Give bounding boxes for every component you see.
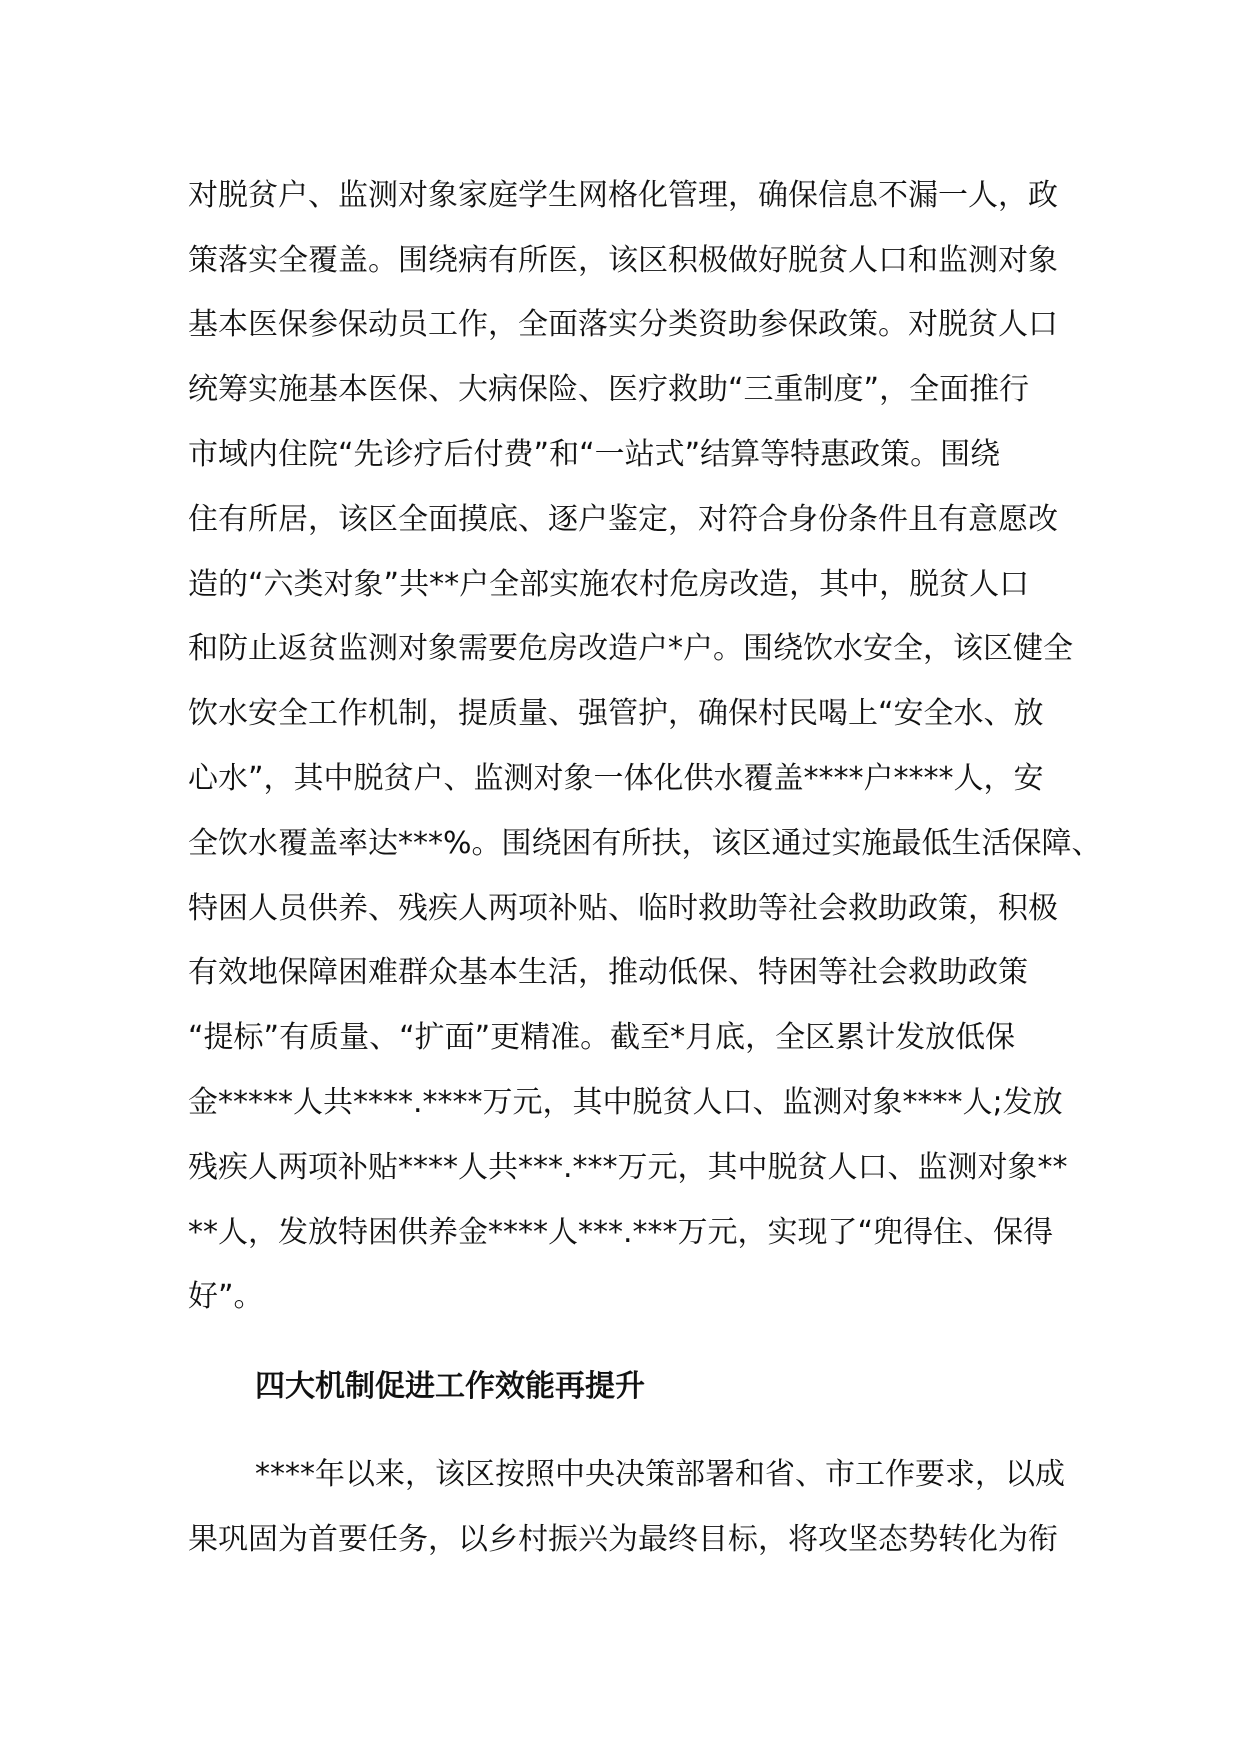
paragraph-line: 全饮水覆盖率达***%。围绕困有所扶，该区通过实施最低生活保障、: [188, 826, 1102, 861]
paragraph-line: ****年以来，该区按照中央决策部署和省、市工作要求，以成: [255, 1457, 1065, 1492]
paragraph-line: 好”。: [188, 1279, 264, 1314]
paragraph-line: 有效地保障困难群众基本生活，推动低保、特困等社会救助政策: [188, 955, 1028, 990]
paragraph-line: 和防止返贫监测对象需要危房改造户*户。围绕饮水安全，该区健全: [188, 631, 1073, 666]
paragraph-line: 对脱贫户、监测对象家庭学生网格化管理，确保信息不漏一人，政: [188, 178, 1058, 213]
paragraph-line: 金*****人共****.****万元，其中脱贫人口、监测对象****人;发放: [188, 1085, 1063, 1120]
paragraph-line: 饮水安全工作机制，提质量、强管护，确保村民喝上“安全水、放: [188, 696, 1044, 731]
paragraph-line: 造的“六类对象”共**户全部实施农村危房改造，其中，脱贫人口: [188, 567, 1030, 602]
paragraph-line: 市域内住院“先诊疗后付费”和“一站式”结算等特惠政策。围绕: [188, 437, 1001, 472]
paragraph-line: 统筹实施基本医保、大病保险、医疗救助“三重制度”，全面推行: [188, 372, 1030, 407]
section-heading: 四大机制促进工作效能再提升: [255, 1369, 645, 1404]
paragraph-line: 心水”，其中脱贫户、监测对象一体化供水覆盖****户****人，安: [188, 761, 1044, 796]
paragraph-line: 残疾人两项补贴****人共***.***万元，其中脱贫人口、监测对象**: [188, 1150, 1068, 1185]
paragraph-line: 策落实全覆盖。围绕病有所医，该区积极做好脱贫人口和监测对象: [188, 243, 1058, 278]
paragraph-line: “提标”有质量、“扩面”更精准。截至*月底，全区累计发放低保: [188, 1020, 1016, 1055]
paragraph-line: **人，发放特困供养金****人***.***万元，实现了“兜得住、保得: [188, 1215, 1054, 1250]
paragraph-line: 特困人员供养、残疾人两项补贴、临时救助等社会救助政策，积极: [188, 891, 1058, 926]
paragraph-line: 住有所居，该区全面摸底、逐户鉴定，对符合身份条件且有意愿改: [188, 502, 1058, 537]
paragraph-line: 基本医保参保动员工作，全面落实分类资助参保政策。对脱贫人口: [188, 307, 1058, 342]
paragraph-line: 果巩固为首要任务，以乡村振兴为最终目标，将攻坚态势转化为衔: [188, 1522, 1058, 1557]
